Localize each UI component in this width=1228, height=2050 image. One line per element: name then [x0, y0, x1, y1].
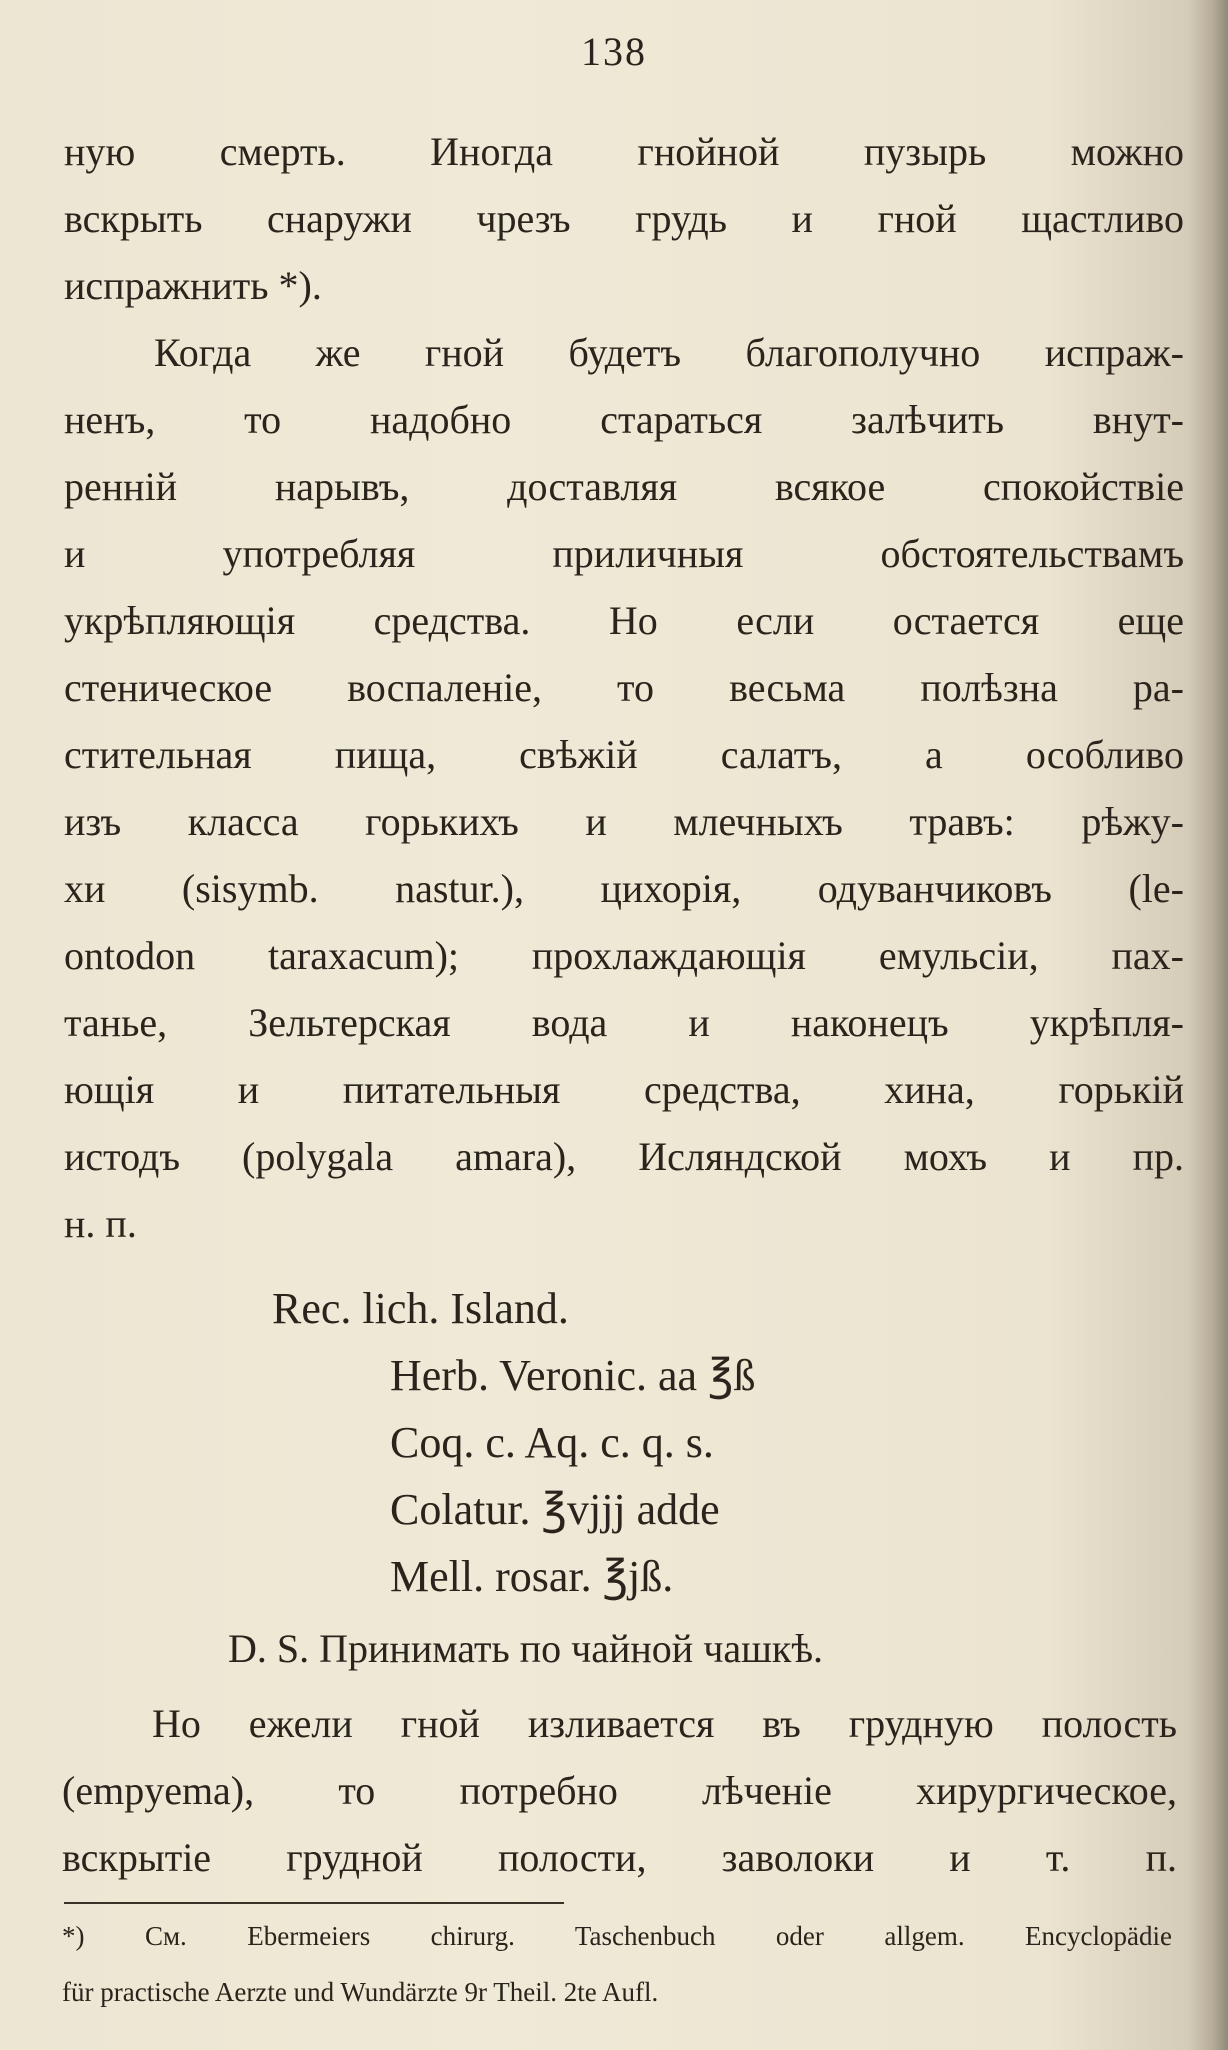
text-line: н. п. — [64, 1201, 137, 1246]
text-line: танье, Зельтерская вода и наконецъ укрѣпля- — [64, 1000, 1184, 1045]
text-line: хи (sisymb. nastur.), цихорія, одуванчиковъ (le- — [64, 866, 1184, 911]
text-line: ontodon taraxacum); прохлаждающія емульсіи, пах- — [64, 933, 1184, 978]
text-line: стеническое воспаленіе, то весьма полѣзна ра- — [64, 665, 1184, 710]
footnote-line: für practische Aerzte und Wundärzte 9r Theil. 2te Aufl. — [62, 1977, 659, 2007]
text-line: изъ класса горькихъ и млечныхъ травъ: рѣжу- — [64, 799, 1184, 844]
footnote-line: *) См. Ebermeiers chirurg. Taschenbuch oder allgem. Encyclopädie — [62, 1921, 1172, 1951]
page-number: 138 — [581, 29, 647, 74]
text-line: ненъ, то надобно стараться залѣчить внут- — [64, 397, 1184, 442]
text-line: ную смерть. Иногда гнойной пузырь можно — [64, 129, 1184, 174]
text-line: ренній нарывъ, доставляя всякое спокойствіе — [64, 464, 1184, 509]
text-line: Когда же гной будетъ благополучно испраж- — [154, 330, 1184, 375]
text-line: и употребляя приличныя обстоятельствамъ — [64, 531, 1184, 576]
text-line: укрѣпляющія средства. Но если остается еще — [64, 598, 1184, 643]
text-line: Но ежели гной изливается въ грудную полость — [152, 1701, 1177, 1746]
text-line: истодъ (polygala amara), Исляндской мохъ и пр. — [64, 1134, 1184, 1179]
closing-paragraph — [62, 1690, 1177, 1891]
text-line: ющія и питательныя средства, хина, горькій — [64, 1067, 1184, 1112]
footnote-divider — [64, 1902, 564, 1904]
prescription-line: Herb. Veronic. aa ℥ß — [390, 1351, 756, 1400]
text-line: (empyema), то потребно лѣченіе хирургическое, — [62, 1768, 1177, 1813]
footnote — [62, 1908, 1172, 2020]
prescription-line: Coq. c. Aq. c. q. s. — [390, 1418, 714, 1467]
text-line: вскрытіе грудной полости, заволоки и т. п. — [62, 1835, 1177, 1880]
prescription-line: Colatur. ℥vjjj adde — [390, 1485, 720, 1534]
prescription-line: Mell. rosar. ℥jß. — [390, 1552, 674, 1601]
text-line: испражнить *). — [64, 263, 322, 308]
text-line: вскрыть снаружи чрезъ грудь и гной щастливо — [64, 196, 1184, 241]
prescription-signature: D. S. Принимать по чайной чашкѣ. — [228, 1626, 824, 1671]
prescription-line: Rec. lich. Island. — [272, 1284, 569, 1333]
main-text — [64, 118, 1184, 1257]
page-edge-shadow — [1188, 0, 1228, 2050]
text-line: стительная пища, свѣжій салатъ, а особливо — [64, 732, 1184, 777]
